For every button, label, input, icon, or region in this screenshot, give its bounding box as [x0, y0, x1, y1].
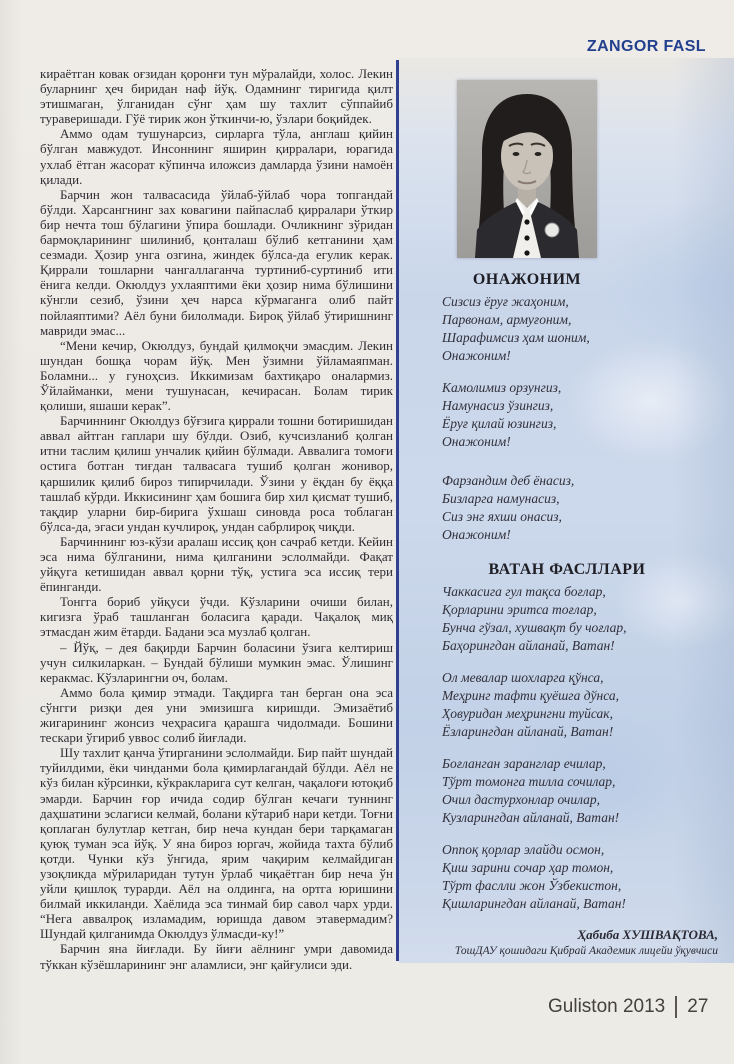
- poem-vatan-fasllari: [442, 583, 722, 913]
- poem-line: Бунча гўзал, хушвақт бу чоғлар,: [442, 620, 627, 635]
- poem-line: Кузларингдан айланай, Ватан!: [442, 810, 620, 825]
- girl-portrait-photo: [457, 80, 597, 258]
- poem-line: Очил дастурхонлар очилар,: [442, 792, 601, 807]
- poem-line: Парвонам, армуғоним,: [442, 312, 572, 327]
- poem-line: Намунасиз ўзингиз,: [442, 398, 554, 413]
- story-paragraph-5: Барчиннинг Окюлдуз бўғзига қиррали тошни ботиришидан аввал айтган гаплари шу бўлди. Озиб, кучсизланиб қолган итни таслим қилиш унчалик қийин бўлмади. Аввалига томоғи остига ботган тиғдан талвасага тушиб қолган жонивор, қаршилик қилиб бироз типирчилади. Ўзини у ёқдан бу ёққа ташлаб кўрди. Иккисининг ҳам бошига бир хил қисмат тушиб, тақдир уларни бир-бирига ўхшаш синовда роса тоблаган бўлса-да, эгаси ундан кучлироқ, ундан сабрлироқ чиқди.: [40, 413, 393, 534]
- story-paragraph-10: Шу тахлит қанча ўтирганини эслолмайди. Бир пайт шундай туйилдими, ёки чинданми бола қимирлагандай бўлди. Аёл не кўз билан кўрсинки, кўкракларига сут келган, чақалоғи ютоқиб эмарди. Барчин ғор ичида содир бўлган кечаги туннинг даҳшатини эслагиси келмай, болани кўтариб нари кетди. Тоғни қоплаган булутлар кетган, бир неча кундан бери тарқамаган қуюқ туман эса йўқ. У яна бироз юргач, жойида тахта бўлиб қотди. Чунки кўз ўнгида, ярим чақирим келмайдиган узоқликда мўриларидан тутун ўрлаб чиқаётган бир неча ўн уйли қишлоқ турарди. Аёл на олдинга, на ортга юришини билмай иккиланди. Хаёлида эса тинмай бир савол чарх урди. “Нега аввалроқ изламадим, юришда давом этавермадим? Шундай қилганимда Окюлдуз ўлмасди-ку!”: [40, 745, 393, 942]
- poem-line: Чаккасига гул тақса боғлар,: [442, 584, 606, 599]
- poem-stanza: [442, 472, 722, 544]
- poem-line: Онажоним!: [442, 434, 511, 449]
- poem-line: Ёзларингдан айланай, Ватан!: [442, 724, 614, 739]
- story-paragraph-8: – Йўқ, – дея бақирди Барчин боласини ўзига келтириш учун силкиларкан. – Бундай бўлиши мумкин эмас. Ўлишинг керакмас. Кўзларингни оч, болам.: [40, 639, 393, 685]
- poem-line: Фарзандим деб ёнасиз,: [442, 473, 575, 488]
- footer-divider-bar: [675, 996, 677, 1018]
- journal-name: Guliston 2013: [548, 996, 666, 1017]
- poem-line: Тўрт фаслли жон Ўзбекистон,: [442, 878, 622, 893]
- poem-line: Шарафимсиз ҳам шоним,: [442, 330, 590, 345]
- poem-title-onajonim: ОНАЖОНИМ: [472, 271, 582, 288]
- section-header: ZANGOR FASL: [586, 38, 706, 55]
- poem-line: Қорларини эритса тоғлар,: [442, 602, 597, 617]
- poem-line: Боғланган заранглар ечилар,: [442, 756, 606, 771]
- poem-line: Ол мевалар шохларга қўнса,: [442, 670, 604, 685]
- right-column-panel: [399, 58, 734, 963]
- poem-stanza: [442, 669, 722, 741]
- poem-line: Қиш зарини сочар ҳар томон,: [442, 860, 614, 875]
- poem-stanza: [442, 755, 722, 827]
- poem-line: Тўрт томонга тилла сочилар,: [442, 774, 616, 789]
- poem-line: Бизларга намунасиз,: [442, 491, 560, 506]
- story-paragraph-11: Барчин яна йиғлади. Бу йиғи аёлнинг умри давомида тўккан кўзёшларининг энг аламлиси, энг қайғулиси эди.: [40, 941, 393, 972]
- poem-line: Сизсиз ёруғ жаҳоним,: [442, 294, 569, 309]
- story-paragraph-9: Аммо бола қимир этмади. Тақдирга тан берган она эса сўнгги ризқи дея уни эмизишга киришди. Эмизаётиб жигарининг жонсиз чеҳрасига қарашга чидолмади. Бошини тескари ўгириб уввос солиб йиғлади.: [40, 684, 393, 746]
- poem-onajonim: [442, 293, 722, 544]
- byline: [442, 927, 722, 959]
- author-affiliation: ТошДАУ қошидаги Қибрай Академик лицейи ўқувчиси: [454, 945, 718, 957]
- poem-line: Сиз энг яхши онасиз,: [442, 509, 562, 524]
- poem-line: Қишларингдан айланай, Ватан!: [442, 896, 626, 911]
- poem-line: Меҳринг тафти қуёшга дўнса,: [442, 688, 619, 703]
- story-paragraph-4: “Мени кечир, Окюлдуз, бундай қилмоқчи эмасдим. Лекин шундан бошқа чорам йўқ. Мен ўзимни ўйламаяпман. Боламни... у гуноҳсиз. Иккимизам бахтиқаро оналармиз. Ўйлайманки, мени тушунасан, кечирасан. Болам тирик қолиши, яшаши керак”.: [40, 337, 393, 414]
- poem-title-vatan-fasllari: ВАТАН ФАСЛЛАРИ: [488, 561, 646, 578]
- story-column: [40, 66, 393, 972]
- poem-stanza: [442, 583, 722, 655]
- story-paragraph-7: Тонгга бориб уйқуси ўчди. Кўзларини очиши билан, кигизга ўраб ташланган боласига қаради. Чақалоқ миқ этмасдан жим ётарди. Бадани эса музлаб қолган.: [40, 594, 393, 640]
- poem-line: Ҳовуридан меҳрингни туйсак,: [442, 706, 613, 721]
- poem-line: Камолимиз орзунгиз,: [442, 380, 562, 395]
- poem-stanza: [442, 841, 722, 913]
- poem-stanza: [442, 293, 722, 365]
- story-paragraph-2: Аммо одам тушунарсиз, сирларга тўла, англаш қийин бўлган мавжудот. Инсоннинг яширин қирралари, юрагида ухлаб ётган жасорат кўпинча иложсиз дамларда ўзини намоён қилади.: [40, 126, 393, 187]
- story-paragraph-6: Барчиннинг юз-кўзи аралаш иссиқ қон сачраб кетди. Кейин эса нима бўлганини, нима қилганини эслолмайди. Фақат уйқуга кетишидан аввал қорни тўқ, устига эса иссиқ тери ёпинганди.: [40, 533, 393, 595]
- poem-line: Онажоним!: [442, 348, 511, 363]
- poem-line: Баҳорингдан айланай, Ватан!: [442, 638, 615, 653]
- poem-stanza: [442, 379, 722, 451]
- story-paragraph-3: Барчин жон талвасасида ўйлаб-ўйлаб чора топгандай бўлди. Харсангнинг зах ковагини пайпаслаб қирралари ўткир бир нечта тош бўлагини ўпира бошлади. Очликнинг зўридан бармоқларининг шилиниб, қонталаш бўлиб кетганини ҳам сезмади. Ҳозир унга озгина, жиндек бўлса-да егулик керак. Қиррали тошларни чангаллаганча туртиниб-суртиниб ити ёнига келди. Окюлдуз ухлаяптими ёки ҳозир нима бўлишини кўнгли сезиб, ўзини ҳеч нарса кўрмаганга олиб пайт пойлаяптими? Аёл буни билолмади. Бироқ ўйлаб ўтиришнинг мавриди эмас...: [40, 186, 393, 338]
- poem-line: Онажоним!: [442, 527, 511, 542]
- page-number: 27: [687, 996, 709, 1017]
- story-paragraph-1: кираётган ковак оғзидан қоронғи тун мўралайди, холос. Лекин буларнинг ҳеч биридан наф йўқ. Одамнинг тиригида қилт этишмаган, ўлганидан сўнг ҳам шу тахлит сўппайиб тураверишади. Гўё тирик жон ўткинчи-ю, ўзлари боқийдек.: [40, 66, 393, 127]
- author-name: Ҳабиба ХУШВАҚТОВА,: [577, 927, 718, 942]
- poem-line: Ёруғ қилай юзингиз,: [442, 416, 557, 431]
- poem-line: Оппоқ қорлар элайди осмон,: [442, 842, 605, 857]
- page-footer: [548, 996, 708, 1018]
